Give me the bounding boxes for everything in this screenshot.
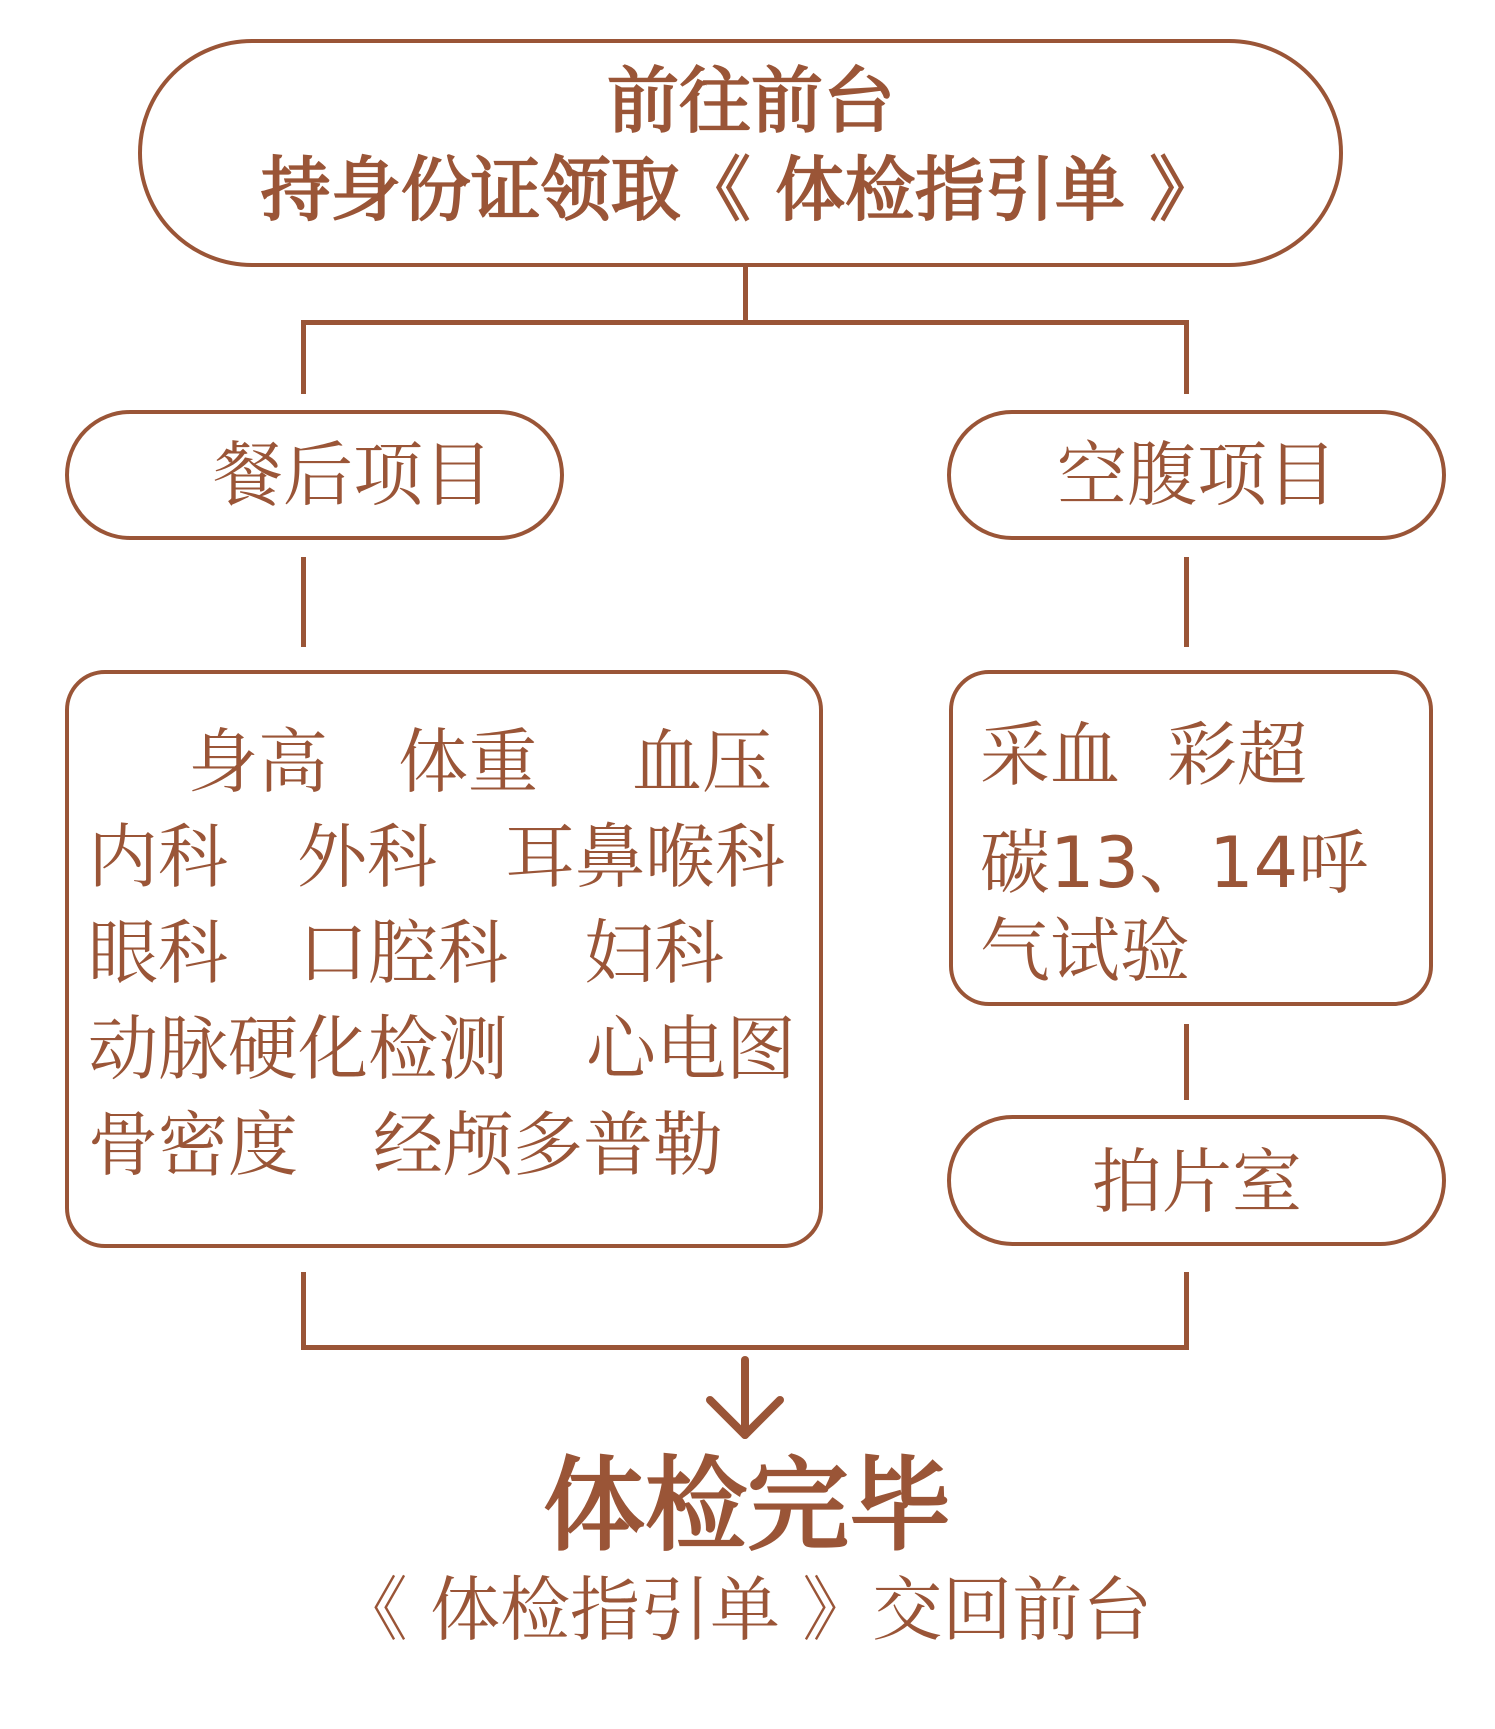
item-ecg: 心电图 xyxy=(586,1008,796,1090)
item-arteriosclerosis: 动脉硬化检测 xyxy=(88,1008,508,1090)
start-line-1: 前往前台 xyxy=(606,59,896,143)
end-title: 体检完毕 xyxy=(543,1447,951,1566)
item-color-ultrasound: 彩超 xyxy=(1167,714,1307,796)
connector-merge-horizontal xyxy=(301,1345,1189,1350)
item-blood-draw: 采血 xyxy=(980,714,1120,796)
item-dental: 口腔科 xyxy=(298,912,508,994)
connector-split-horizontal xyxy=(301,320,1189,325)
connector-fasting-down xyxy=(1184,557,1189,647)
after-meal-title: 餐后项目 xyxy=(213,434,493,516)
item-internal-medicine: 内科 xyxy=(88,816,228,898)
item-breath-test-line-1: 碳13、14呼 xyxy=(980,822,1369,904)
item-gynecology: 妇科 xyxy=(584,912,724,994)
connector-split-left xyxy=(301,320,306,394)
item-blood-pressure: 血压 xyxy=(632,721,772,803)
item-bone-density: 骨密度 xyxy=(88,1104,298,1186)
connector-split-right xyxy=(1184,320,1189,394)
item-breath-test-line-2: 气试验 xyxy=(980,910,1190,992)
start-line-2: 持身份证领取《 体检指引单 》 xyxy=(260,149,1220,231)
end-subtitle: 《 体检指引单 》交回前台 xyxy=(337,1569,1153,1651)
radiology-title: 拍片室 xyxy=(1092,1141,1302,1223)
connector-after-meal-down xyxy=(301,557,306,647)
arrow-down-icon xyxy=(700,1355,790,1445)
item-height: 身高 xyxy=(188,721,328,803)
connector-fasting-radiology xyxy=(1184,1024,1189,1100)
connector-merge-left xyxy=(301,1272,306,1350)
item-tcd: 经颅多普勒 xyxy=(373,1104,723,1186)
item-ophthalmology: 眼科 xyxy=(88,912,228,994)
connector-start-down xyxy=(743,267,748,322)
connector-merge-right xyxy=(1184,1272,1189,1350)
fasting-title: 空腹项目 xyxy=(1057,434,1337,516)
item-weight: 体重 xyxy=(398,721,538,803)
item-surgery: 外科 xyxy=(297,816,437,898)
item-ent: 耳鼻喉科 xyxy=(505,816,785,898)
